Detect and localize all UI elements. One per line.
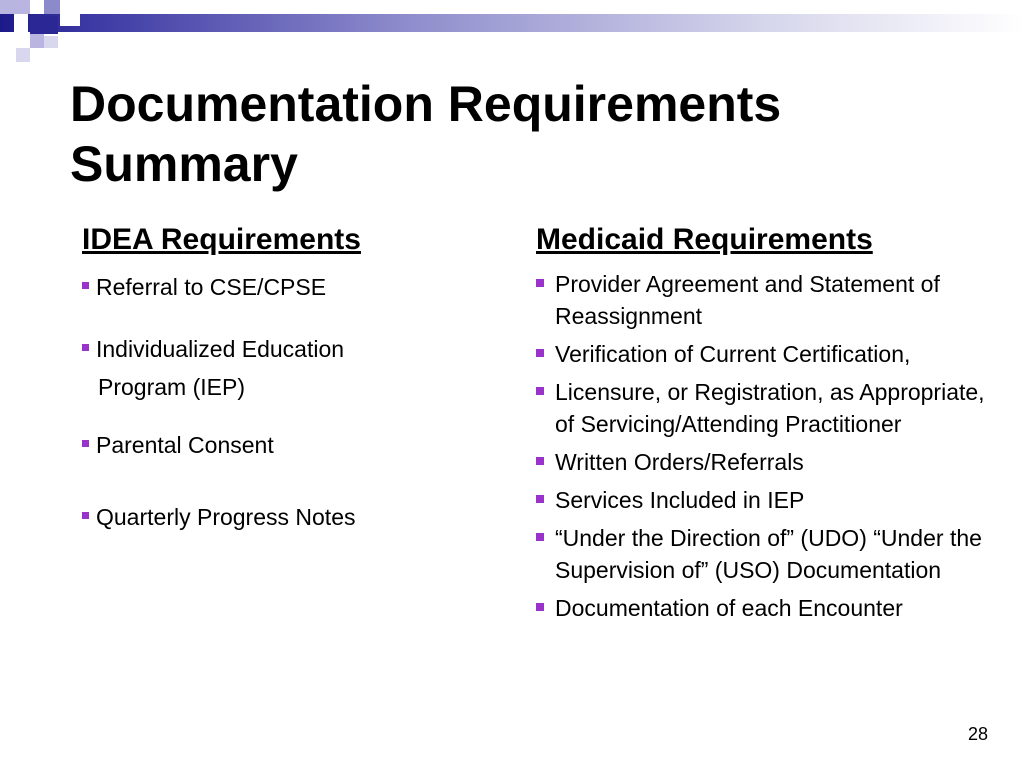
list-item-text: Parental Consent [96,432,274,458]
square-bullet-icon [536,279,544,287]
square-bullet-icon [82,440,89,447]
square-bullet-icon [82,282,89,289]
title-line-1: Documentation Requirements [70,76,782,132]
list-item-text: Written Orders/Referrals [555,449,804,475]
list-item-text: Licensure, or Registration, as Appropriate, of Servicing/Attending Practitioner [555,379,985,437]
list-item [82,426,502,464]
square-bullet-icon [536,533,544,541]
decor-square [16,48,30,62]
square-bullet-icon [536,457,544,465]
square-bullet-icon [536,495,544,503]
list-item-text: Quarterly Progress Notes [96,504,356,530]
list-item-text: Individualized Education [96,336,345,362]
list-item-text: Services Included in IEP [555,487,805,513]
decor-square [44,0,60,14]
list-item [82,268,502,306]
list-item [536,446,1006,478]
list-item-text: Verification of Current Certification, [555,341,911,367]
decor-square [0,0,30,14]
decor-square [0,34,14,48]
list-item-text: Provider Agreement and Statement of Reassignment [555,271,940,329]
square-bullet-icon [536,349,544,357]
square-bullet-icon [82,344,89,351]
idea-heading: IDEA Requirements [82,223,361,256]
idea-column [82,222,502,536]
list-item [536,268,1006,332]
square-bullet-icon [536,603,544,611]
list-item [536,592,1006,624]
list-item [536,338,1006,370]
decor-square [60,6,80,26]
decor-square [44,36,58,48]
decor-square [30,34,44,48]
list-item [536,484,1006,516]
list-item [536,522,1006,586]
list-item-text: Documentation of each Encounter [555,595,903,621]
decor-square [14,14,28,32]
list-item [82,498,502,536]
title-line-2: Summary [70,136,298,192]
decor-square [30,16,58,34]
list-item-text: “Under the Direction of” (UDO) “Under the Supervision of” (USO) Documentation [555,525,982,583]
medicaid-column [536,222,1006,630]
medicaid-heading: Medicaid Requirements [536,223,873,256]
square-bullet-icon [536,387,544,395]
page-number: 28 [968,724,989,744]
header-band [0,14,1024,32]
square-bullet-icon [82,512,89,519]
list-item-continuation: Program (IEP) [98,374,245,400]
list-item-text: Referral to CSE/CPSE [96,274,327,300]
slide-title [70,74,970,194]
list-item [82,330,502,406]
list-item [536,376,1006,440]
